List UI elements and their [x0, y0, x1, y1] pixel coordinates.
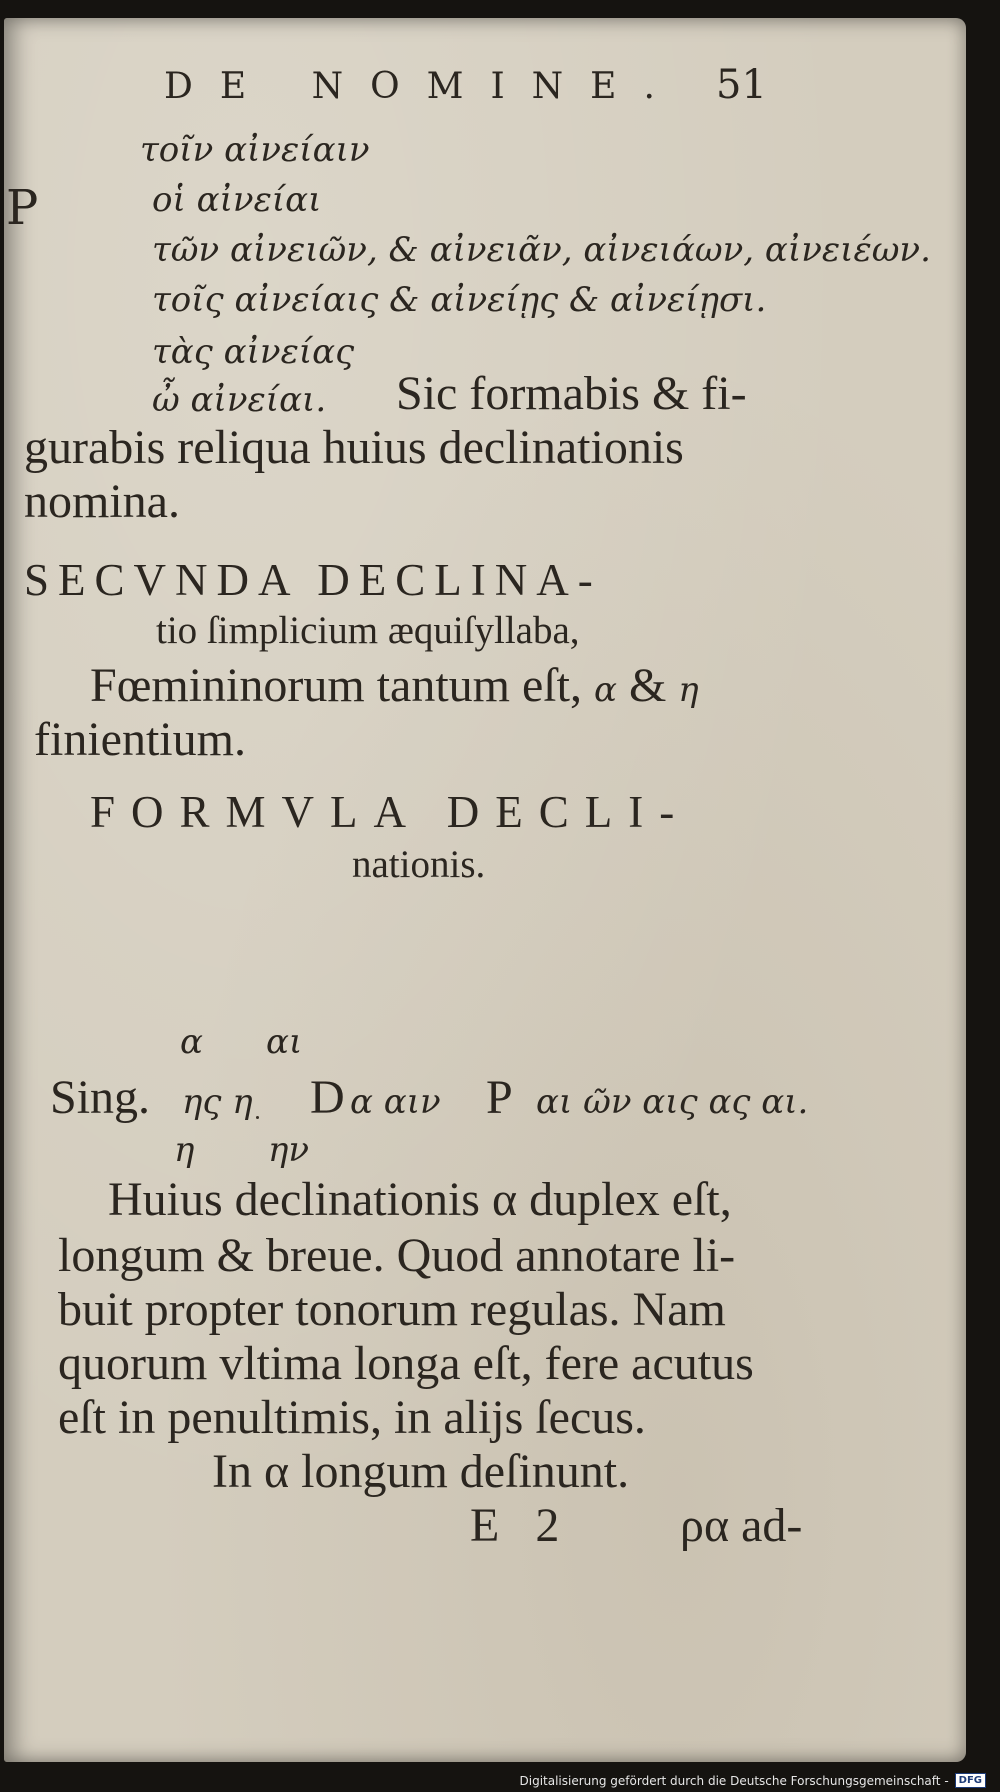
book-page	[4, 18, 966, 1762]
greek-line-2: οἱ αἰνείαι	[152, 180, 322, 220]
formula-plur-forms: αι ῶν αις ας αι.	[536, 1082, 809, 1122]
greek-line-5: τὰς αἰνείας	[152, 332, 355, 372]
section-text-line-2: finientium.	[34, 713, 246, 766]
section-text-a: Fœmininorum tantum eſt,	[90, 659, 582, 712]
ampersand: &	[628, 659, 667, 712]
formula-dual-label: D	[310, 1071, 345, 1124]
formula-subheading: nationis.	[352, 843, 486, 886]
eta-letter: η	[678, 670, 699, 710]
running-head: DE NOMINE.	[164, 66, 682, 107]
greek-line-1: τοῖν αἰνείαιν	[140, 130, 370, 170]
margin-letter: P	[6, 180, 39, 236]
formula-sing-label: Sing.	[50, 1071, 151, 1124]
formula-bottom-hn: ην	[268, 1130, 310, 1170]
body-line-5: eſt in penultimis, in alijs ſecus.	[58, 1391, 646, 1444]
dfg-logo: DFG	[955, 1773, 986, 1788]
section-subheading: tio ſimplicium æquiſyllaba,	[156, 609, 580, 652]
body-line-4: quorum vltima longa eſt, fere acutus	[58, 1337, 754, 1390]
ink-dot	[256, 1116, 259, 1119]
page-number: 51	[716, 62, 767, 108]
last-line: In α longum deſinunt.	[212, 1445, 630, 1498]
paragraph-line-3: nomina.	[24, 475, 180, 528]
catchword: ρα ad-	[680, 1499, 803, 1552]
signature-mark: E 2	[470, 1499, 560, 1552]
greek-line-3: τῶν αἰνειῶν, & αἰνειᾶν, αἰνειάων, αἰνειέων.	[152, 230, 931, 270]
greek-line-6: ὦ αἰνείαι.	[152, 380, 327, 420]
alpha-letter: α	[593, 670, 617, 710]
formula-bottom-eta: η	[174, 1130, 195, 1170]
formula-dual-forms: α αιν	[350, 1082, 441, 1122]
formula-top-alpha: α	[180, 1022, 203, 1062]
sic-formabis: Sic formabis & fi-	[396, 367, 747, 420]
formula-sing-forms: ης η	[182, 1082, 253, 1122]
body-line-3: buit propter tonorum regulas. Nam	[58, 1283, 726, 1336]
section-text-line-1	[90, 658, 699, 713]
formula-heading: FORMVLA DECLI-	[90, 787, 691, 837]
body-line-2: longum & breue. Quod annotare li-	[58, 1229, 736, 1282]
greek-line-4: τοῖς αἰνείαις & αἰνείῃς & αἰνείῃσι.	[152, 280, 767, 320]
credit-text: Digitalisierung gefördert durch die Deutsche Forschungsgemeinschaft -	[519, 1773, 949, 1788]
paragraph-line-2: gurabis reliqua huius declinationis	[24, 421, 684, 474]
digitization-credit	[520, 1773, 987, 1788]
section-heading: SECVNDA DECLINA-	[24, 555, 602, 605]
formula-plur-label: P	[486, 1071, 513, 1124]
formula-top-ai: αι	[266, 1022, 303, 1062]
body-line-1: Huius declinationis α duplex eſt,	[108, 1173, 732, 1226]
